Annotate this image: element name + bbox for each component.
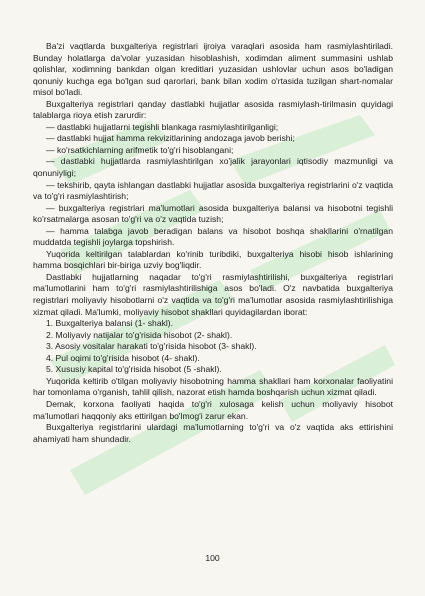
paragraph: Yuqorida keltirilgan talablardan ko'rinib turibdiki, buxgalteriya hisobi hisob ishlarining hamma bosqichlari bir-biriga uzviy bog'liqdir. bbox=[33, 248, 393, 271]
paragraph: — dastlabki hujjat hamma rekvizitlarining andozaga javob berishi; bbox=[46, 133, 295, 144]
list-item: 2. Moliyaviy natijalar to'g'risida hisobot (2- shakl). bbox=[46, 329, 233, 340]
paragraph: — ko'rsatkichlarning arifmetik to'g'ri hisoblangani; bbox=[46, 144, 234, 155]
paragraph: — dastlabki hujjatlarni tegishli blankaga rasmiylashtirilganligi; bbox=[46, 121, 279, 132]
page-number: 100 bbox=[205, 553, 220, 563]
list-item: 4. Pul oqimi to'g'risida hisobot (4- shakl). bbox=[46, 352, 200, 363]
paragraph: Yuqorida keltirib o'tilgan moliyaviy hisobotning hamma shakllari ham korxonalar faoliyatini har tomonlama o'rganish, tahlil qilish, nazorat etish hamda boshqarish uchun xizmat qiladi. bbox=[33, 375, 393, 398]
document-body bbox=[33, 41, 393, 445]
paragraph: Ba'zi vaqtlarda buxgalteriya registrlari ijroiya varaqlari asosida ham rasmiylashtiriladi. Bunday holatlarga da'volar yuzasidan hisoblashish, xodimdan aliment summasini ushlab qolishlar, xodimning bankdan olgan kreditlari yuzasidan ushlovlar uchun asos bo'ladigan qonuniy kuchga ega bo'lgan sud qarorlari, bank bilan xodim o'rtasida tuzilgan shart-nomalar misol bo'ladi. bbox=[33, 41, 393, 98]
paragraph: — tekshirib, qayta ishlangan dastlabki hujjatlar asosida buxgalteriya registrlarini o'z vaqtida va to'g'ri rasmiylashtirish; bbox=[33, 179, 393, 202]
paragraph: — hamma talabga javob beradigan balans va hisobot boshqa shakllarini o'rnatilgan muddatda tegishli joylarga topshirish. bbox=[33, 225, 393, 248]
paragraph: Buxgalteriya registrlarini ulardagi ma'lumotlarning to'g'ri va o'z vaqtida aks ettirishini ahamiyati ham shundadir. bbox=[33, 422, 393, 444]
paragraph: Buxgalteriya registrlari qanday dastlabki hujjatlar asosida rasmiylash-tirilmasin quyidagi talablarga rioya etish zarurdir: bbox=[33, 98, 393, 121]
list-item: 1. Buxgalteriya balansi (1- shakl). bbox=[46, 318, 174, 329]
list-item: 3. Asosiy vositalar harakati to'g'risida hisobot (3- shakl). bbox=[46, 341, 257, 352]
paragraph: Dastlabki hujjatlarning naqadar to'g'ri rasmiylashtirilishi, buxgalteriya registrlari ma'lumotlarini ham to'g'ri rasmiylashtirilishiga asos bo'ladi. O'z navbatida buxgalteriya registrlari moliyaviy hisobotlarni o'z vaqtida va to'g'ri ma'lumotlar asosida rasmiylashtirilishiga xizmat qiladi. Ma'lumki, moliyaviy hisobot shakllari quyidagilardan iborat: bbox=[33, 271, 393, 317]
list-item: 5. Xususiy kapital to'g'risida hisobot (5 -shakl). bbox=[46, 364, 222, 375]
paragraph: — dastlabki hujjatlarda rasmiylashtirilgan xo'jalik jarayonlari iqtisodiy mazmunligi va qonuniyligi; bbox=[33, 156, 393, 179]
paragraph: — buxgalteriya registrlari ma'lumotlari asosida buxgalteriya balansi va hisobotni tegishli ko'rsatmalarga asosan to'g'ri va o'z vaqtida tuzish; bbox=[33, 202, 393, 225]
paragraph: Demak, korxona faoliyati haqida to'g'ri xulosaga kelish uchun moliyaviy hisobot ma'lumotlari haqqoniy aks ettirilgan bo'lmog'i zarur ekan. bbox=[33, 398, 393, 421]
